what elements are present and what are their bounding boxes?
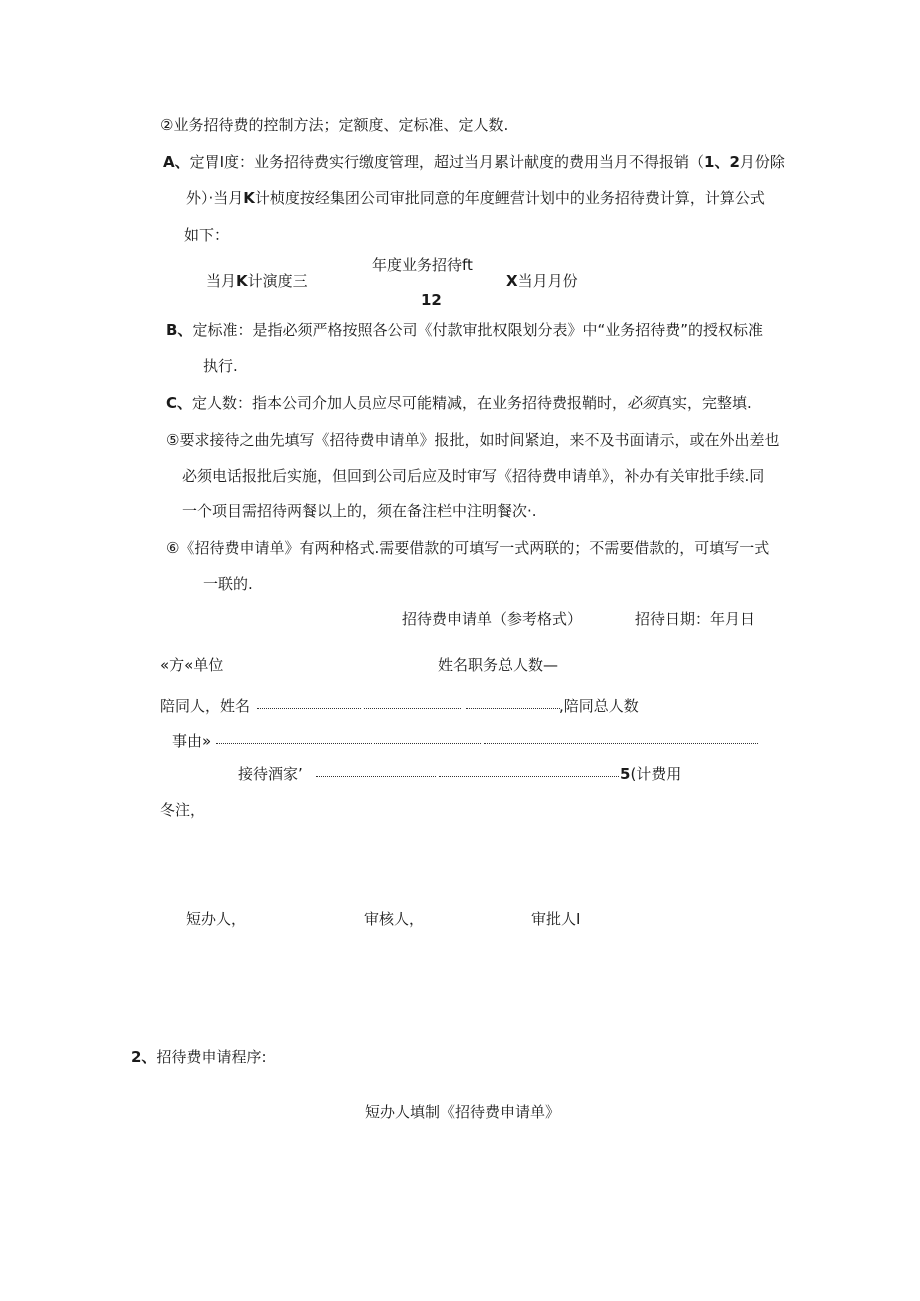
section2-number: 2、	[131, 1048, 157, 1066]
formula-right-x: X	[506, 272, 518, 290]
formula-denominator: 12	[421, 291, 442, 309]
section2-title: 招待费申请程序:	[156, 1048, 267, 1066]
item-c-italic: 必须	[627, 394, 658, 412]
form-fee-label: (计费用	[630, 765, 682, 783]
item-a-text: 定胃I度：业务招待费实行缴度管理，超过当月累计献度的费用当月不得报销（	[189, 153, 705, 171]
item6-line2: 一联的.	[203, 575, 253, 593]
restaurant-dots-2	[439, 774, 619, 777]
item-c-label: C、	[166, 394, 193, 412]
form-approver-label: 审批人I	[531, 910, 581, 928]
formula-left-part2: 计演度三	[247, 272, 308, 290]
reason-dots-3	[484, 741, 758, 744]
reason-dots-2	[374, 741, 481, 744]
form-name-fields: 姓名职务总人数—	[438, 656, 559, 674]
form-remark-label: 冬注，	[160, 801, 206, 819]
form-reason-label: 事由»	[172, 732, 212, 750]
item-b-line2: 执行.	[203, 357, 238, 375]
item-a-line3: 如下：	[184, 226, 230, 244]
formula-right-text: 当月月份	[517, 272, 578, 290]
item-a-line2-part1: 外）·当月	[186, 189, 244, 207]
form-reviewer-label: 审核人，	[364, 910, 425, 928]
section2-step1: 短办人填制《招待费申请单》	[365, 1103, 561, 1121]
item5-line1: ⑤要求接待之曲先填写《招待费申请单》报批，如时间紧迫，来不及书面请示，或在外出差也	[166, 431, 780, 449]
item-a-line2-k: K	[243, 189, 255, 207]
item-a-line1	[163, 152, 785, 172]
form-restaurant-label: 接待酒家’	[238, 765, 303, 783]
item-a-label: A、	[163, 153, 190, 171]
item-a-line2	[186, 188, 765, 208]
form-title: 招待费申请单（参考格式）	[402, 610, 583, 628]
formula-left-part1: 当月	[206, 272, 237, 290]
form-unit-label: «方«单位	[160, 656, 224, 674]
formula-left	[206, 271, 308, 291]
form-fee-number: 5	[620, 765, 631, 783]
control-method-line: ②业务招待费的控制方法；定额度、定标准、定人数.	[160, 116, 509, 134]
companion-name-dots-1	[257, 706, 361, 709]
formula-right	[506, 271, 578, 291]
item-c-text2: 真实，完整填.	[657, 394, 752, 412]
item-a-months: 1、2	[704, 153, 740, 171]
item-a-line2-part2: 计桢度按经集团公司审批同意的年度鲤营计划中的业务招待费计算，计算公式	[254, 189, 765, 207]
companion-name-dots-2	[364, 706, 461, 709]
item5-line3: 一个项目需招待两餐以上的，须在备注栏中注明餐次·.	[182, 502, 537, 520]
formula-numerator: 年度业务招待ft	[372, 256, 473, 274]
form-companion-label: 陪同人，姓名	[160, 697, 251, 715]
item-a-tail: 月份除	[739, 153, 785, 171]
companion-name-dots-3	[466, 706, 560, 709]
form-handler-label: 短办人，	[186, 910, 247, 928]
restaurant-dots-1	[316, 774, 436, 777]
form-fee	[620, 764, 681, 784]
formula-left-k: K	[236, 272, 248, 290]
section2-heading	[131, 1047, 267, 1067]
form-date-label: 招待日期：年月日	[635, 610, 756, 628]
item-b-text: 定标准：是指必须严格按照各公司《付款审批权限划分表》中“业务招待费”的授权标准	[192, 321, 763, 339]
item5-line2: 必须电话报批后实施，但回到公司后应及时审写《招待费申请单》，补办有关审批手续.同	[182, 467, 765, 485]
form-companion-count: ,陪同总人数	[559, 697, 639, 715]
item-c-text1: 定人数：指本公司介加人员应尽可能精减，在业务招待费报鞘时，	[192, 394, 628, 412]
item6-line1: ⑥《招待费申请单》有两种格式.需要借款的可填写一式两联的；不需要借款的，可填写一式	[166, 539, 770, 557]
item-b-line1	[166, 320, 763, 340]
item-b-label: B、	[166, 321, 193, 339]
item-c-line	[166, 393, 752, 413]
reason-dots-1	[216, 741, 372, 744]
